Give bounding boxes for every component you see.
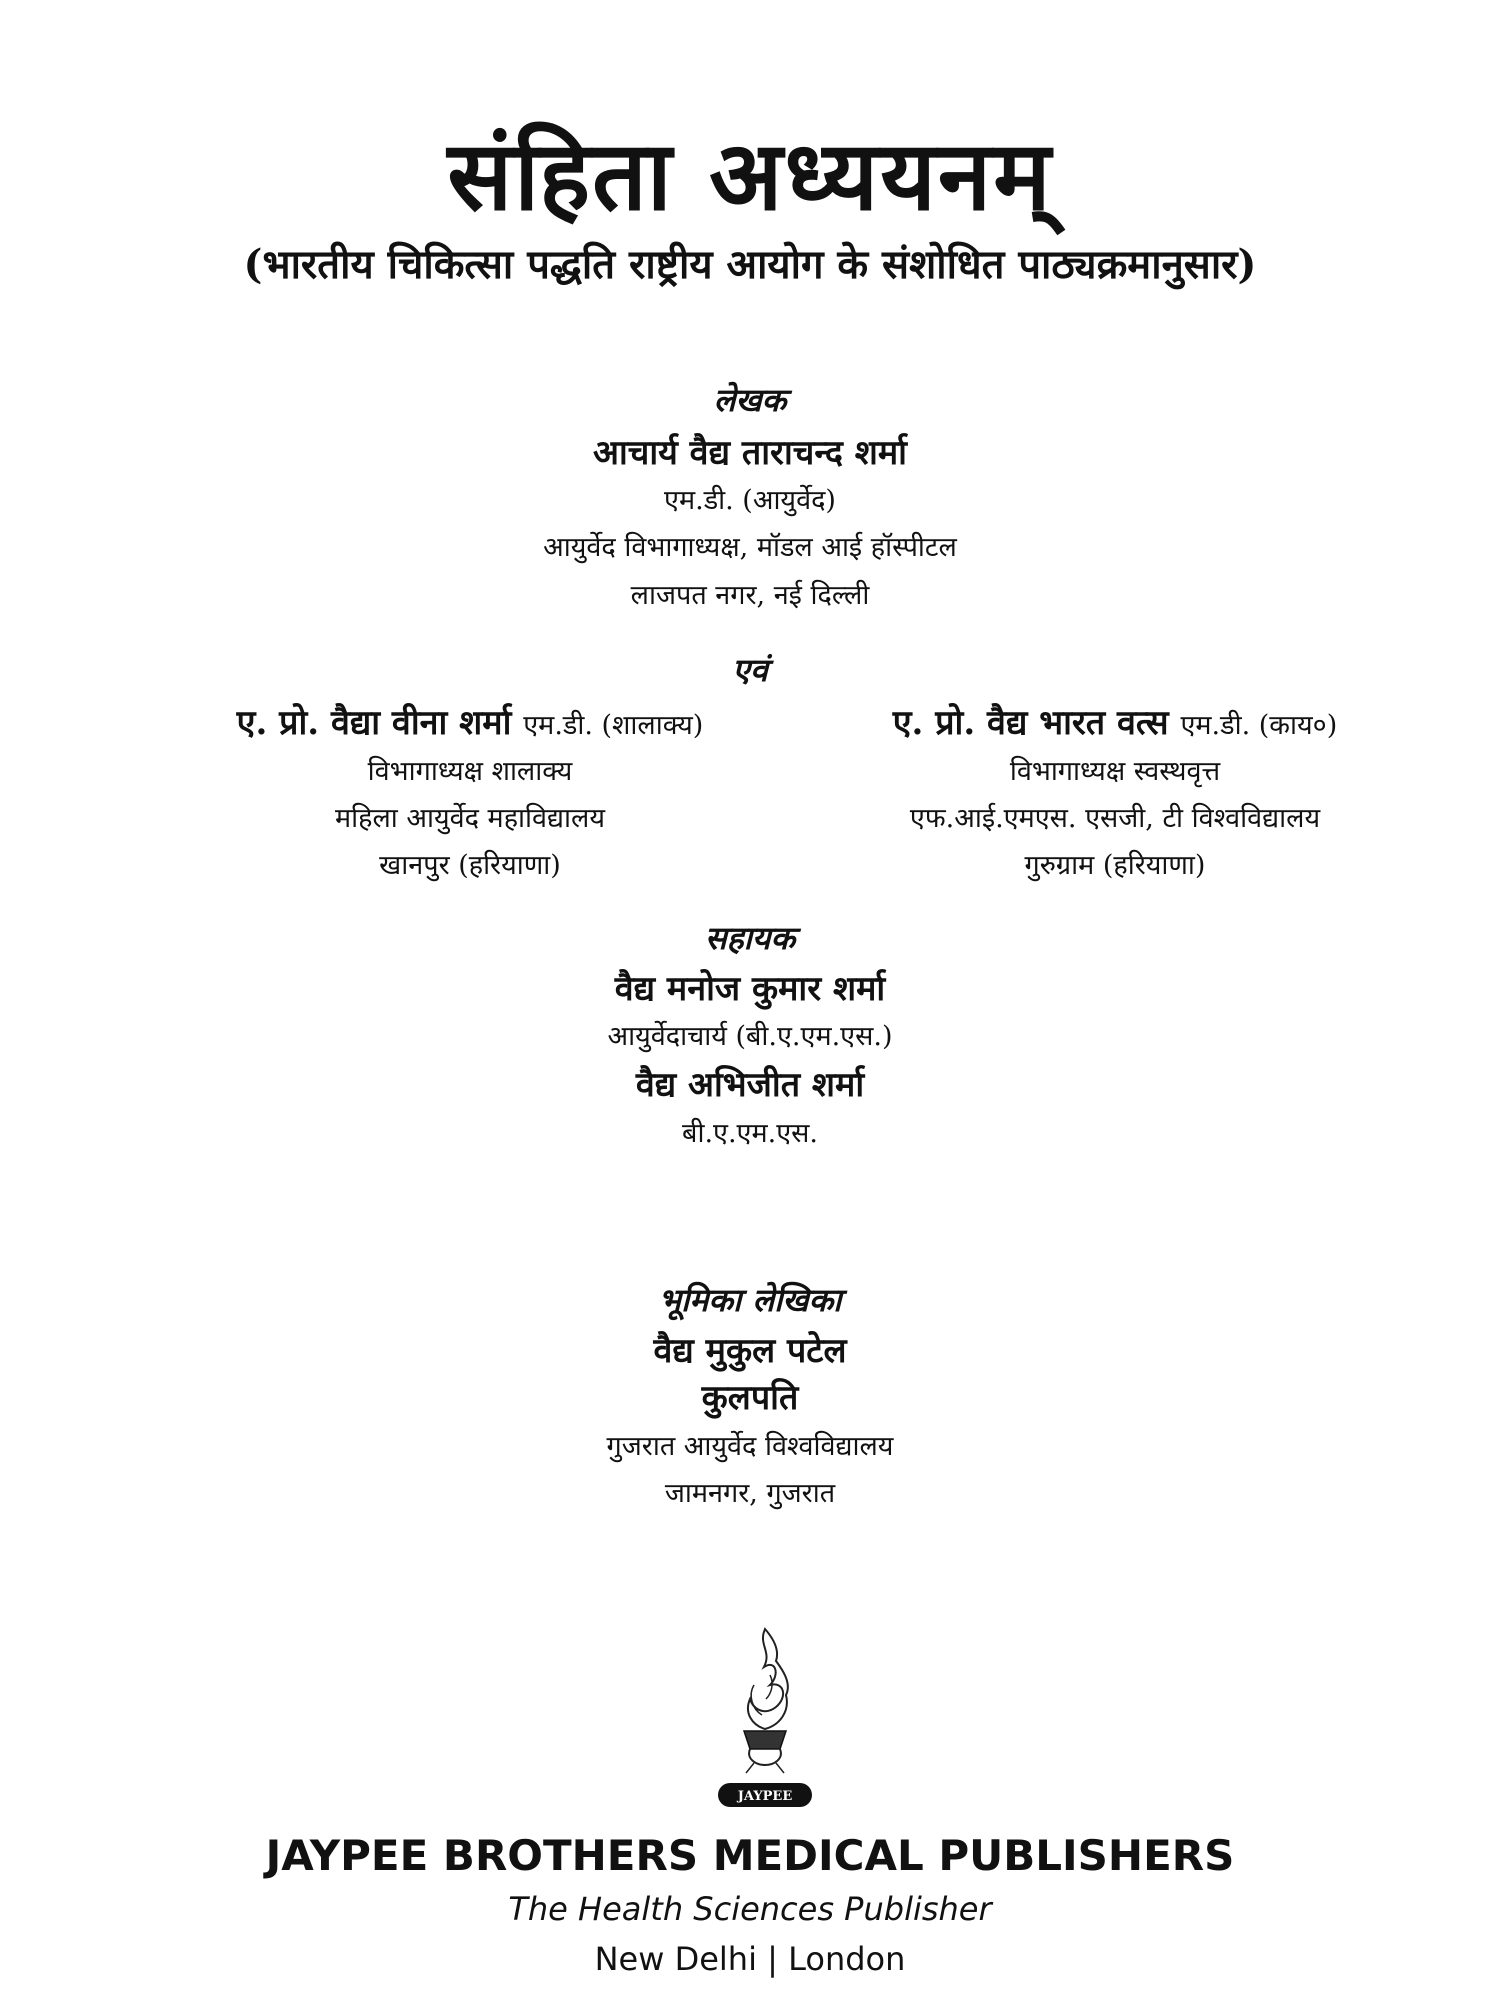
foreword-section	[0, 1280, 1500, 1517]
book-title: संहिता अध्ययनम्	[447, 119, 1053, 232]
coauthor-position: विभागाध्यक्ष स्वस्थवृत्त	[1009, 755, 1221, 787]
assistant-section	[0, 918, 1500, 1157]
assistant-label: सहायक	[704, 919, 796, 957]
foreword-label: भूमिका लेखिका	[658, 1281, 842, 1319]
author-degree: एम.डी. (आयुर्वेद)	[664, 485, 836, 517]
foreword-name: वैद्य मुकुल पटेल	[653, 1330, 847, 1371]
coauthor-left	[110, 700, 830, 889]
jaypee-logo-icon	[710, 1625, 820, 1810]
coauthor-institution: एफ.आई.एमएस. एसजी, टी विश्वविद्यालय	[909, 802, 1321, 834]
logo-text: JAYPEE	[737, 1789, 793, 1804]
foreword-institution: गुजरात आयुर्वेद विश्वविद्यालय	[606, 1430, 894, 1462]
book-subtitle: (भारतीय चिकित्सा पद्धति राष्ट्रीय आयोग के संशोधित पाठ्यक्रमानुसार)	[243, 241, 1257, 288]
coauthor-name-line	[755, 700, 1475, 748]
author-position: आयुर्वेद विभागाध्यक्ष, मॉडल आई हॉस्पीटल	[543, 532, 957, 564]
coauthor-right	[755, 700, 1475, 889]
assistant-degree: आयुर्वेदाचार्य (बी.ए.एम.एस.)	[607, 1021, 893, 1053]
coauthor-degree: एम.डी. (काय०)	[1180, 710, 1338, 741]
author-label: लेखक	[713, 381, 787, 419]
assistant-name: वैद्य अभिजीत शर्मा	[635, 1065, 865, 1106]
publisher-location: New Delhi | London	[594, 1940, 906, 1978]
coauthor-name-line	[110, 700, 830, 748]
coauthor-degree: एम.डी. (शालाक्य)	[523, 710, 704, 741]
foreword-title: कुलपति	[701, 1378, 799, 1419]
coauthor-institution: महिला आयुर्वेद महाविद्यालय	[335, 802, 605, 834]
coauthor-address: खानपुर (हरियाणा)	[379, 850, 561, 882]
author-name: आचार्य वैद्य ताराचन्द शर्मा	[592, 432, 907, 473]
conjunction-text: एवं	[732, 651, 768, 689]
author-section	[0, 380, 1500, 619]
coauthor-name: ए. प्रो. वैद्या वीना शर्मा	[236, 703, 512, 743]
assistant-degree: बी.ए.एम.एस.	[682, 1118, 818, 1150]
publisher-name: JAYPEE BROTHERS MEDICAL PUBLISHERS	[265, 1831, 1235, 1880]
coauthor-address: गुरुग्राम (हरियाणा)	[1024, 850, 1206, 882]
coauthor-position: विभागाध्यक्ष शालाक्य	[367, 755, 573, 787]
publisher-logo	[710, 1625, 820, 1810]
author-address: लाजपत नगर, नई दिल्ली	[630, 579, 870, 611]
assistant-name: वैद्य मनोज कुमार शर्मा	[614, 968, 886, 1009]
foreword-address: जामनगर, गुजरात	[664, 1478, 836, 1510]
publisher-tagline: The Health Sciences Publisher	[508, 1890, 992, 1928]
coauthor-name: ए. प्रो. वैद्य भारत वत्स	[892, 703, 1169, 743]
